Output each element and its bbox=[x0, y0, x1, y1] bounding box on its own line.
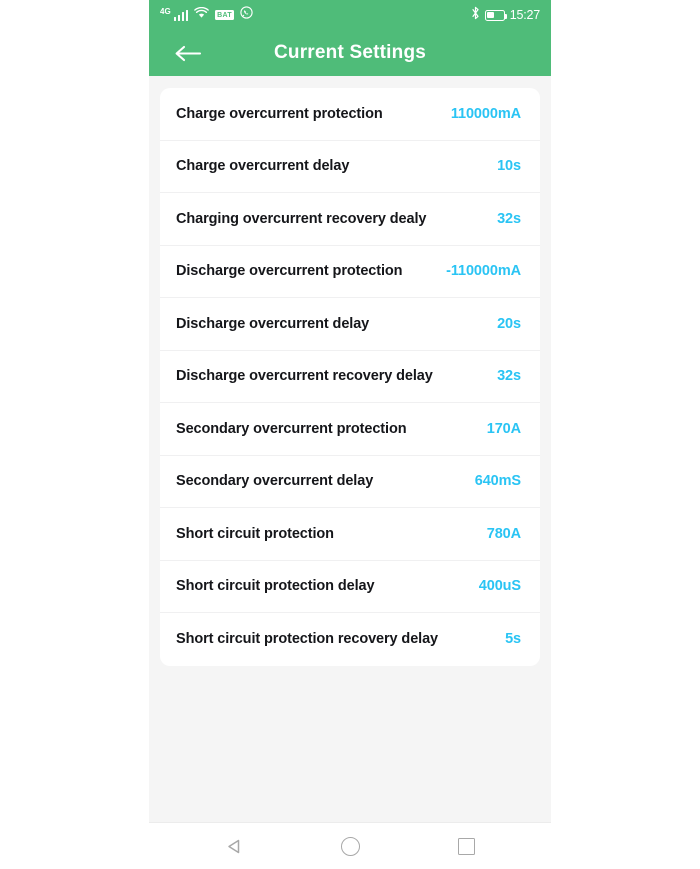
setting-value: 780A bbox=[486, 525, 521, 542]
bat-badge: BAT bbox=[217, 11, 232, 19]
setting-row-short-circuit-protection-recovery-delay[interactable] bbox=[160, 613, 540, 666]
setting-row-short-circuit-protection[interactable] bbox=[160, 508, 540, 561]
nav-back-button[interactable] bbox=[216, 828, 252, 864]
square-recents-icon bbox=[458, 838, 475, 855]
signal-bars-icon bbox=[174, 9, 189, 21]
setting-row-charge-overcurrent-protection[interactable] bbox=[160, 88, 540, 141]
setting-value: 110000mA bbox=[450, 105, 521, 122]
page-title: Current Settings bbox=[273, 42, 427, 63]
phone-screen bbox=[149, 0, 551, 869]
setting-label: Secondary overcurrent delay bbox=[176, 473, 374, 490]
nav-recents-button[interactable] bbox=[448, 828, 484, 864]
arrow-left-icon bbox=[174, 44, 202, 63]
setting-value: 20s bbox=[497, 315, 521, 332]
setting-row-secondary-overcurrent-protection[interactable] bbox=[160, 403, 540, 456]
setting-label: Charge overcurrent delay bbox=[176, 158, 350, 175]
setting-label: Discharge overcurrent recovery delay bbox=[176, 368, 433, 385]
setting-value: 400uS bbox=[478, 578, 521, 595]
setting-label: Discharge overcurrent delay bbox=[176, 315, 370, 332]
setting-label: Discharge overcurrent protection bbox=[176, 263, 403, 280]
back-button[interactable] bbox=[170, 38, 206, 68]
bluetooth-icon bbox=[471, 6, 480, 25]
setting-row-discharge-overcurrent-recovery-delay[interactable] bbox=[160, 351, 540, 404]
setting-row-discharge-overcurrent-delay[interactable] bbox=[160, 298, 540, 351]
settings-list bbox=[160, 88, 540, 666]
setting-row-charging-overcurrent-recovery-delay[interactable] bbox=[160, 193, 540, 246]
setting-value: 32s bbox=[497, 368, 521, 385]
network-type-label: 4G bbox=[160, 7, 171, 16]
status-bar-right bbox=[471, 6, 540, 25]
setting-label: Short circuit protection recovery delay bbox=[176, 631, 439, 648]
status-bar bbox=[149, 0, 551, 30]
circle-home-icon bbox=[341, 837, 360, 856]
triangle-back-icon bbox=[226, 838, 243, 855]
android-nav-bar bbox=[149, 822, 551, 869]
battery-icon bbox=[485, 10, 505, 21]
whatsapp-icon bbox=[240, 6, 253, 24]
setting-label: Short circuit protection bbox=[176, 525, 334, 542]
nav-home-button[interactable] bbox=[332, 828, 368, 864]
setting-value: -110000mA bbox=[446, 263, 521, 280]
wifi-icon bbox=[194, 6, 209, 24]
setting-row-discharge-overcurrent-protection[interactable] bbox=[160, 246, 540, 299]
setting-value: 32s bbox=[497, 210, 521, 227]
setting-label: Short circuit protection delay bbox=[176, 578, 375, 595]
setting-row-charge-overcurrent-delay[interactable] bbox=[160, 141, 540, 194]
setting-row-secondary-overcurrent-delay[interactable] bbox=[160, 456, 540, 509]
setting-value: 170A bbox=[486, 420, 521, 437]
setting-label: Secondary overcurrent protection bbox=[176, 420, 407, 437]
setting-label: Charge overcurrent protection bbox=[176, 105, 383, 122]
setting-value: 640mS bbox=[474, 473, 521, 490]
setting-value: 5s bbox=[505, 631, 521, 648]
setting-row-short-circuit-protection-delay[interactable] bbox=[160, 561, 540, 614]
status-time: 15:27 bbox=[509, 7, 540, 22]
setting-value: 10s bbox=[497, 158, 521, 175]
app-header bbox=[149, 30, 551, 76]
status-bar-left bbox=[160, 6, 253, 24]
setting-label: Charging overcurrent recovery dealy bbox=[176, 210, 427, 227]
